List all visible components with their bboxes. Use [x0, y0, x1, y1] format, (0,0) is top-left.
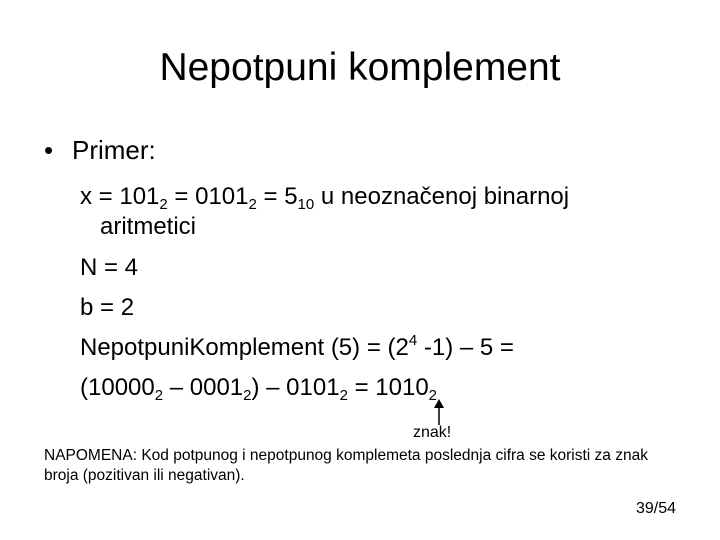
- example-line-complement: NepotpuniKomplement $(5) = (2^4$ -1) – 5 =: [80, 332, 514, 361]
- example-line-n: N = 4: [80, 254, 139, 281]
- example-line-result: $(10000_2 - 0001_2) - 0101_2 = 1010_2$: [80, 374, 438, 404]
- bullet-dot: •: [44, 135, 54, 165]
- sign-annotation: znak!: [413, 424, 452, 441]
- arrow-up-icon: [432, 399, 446, 425]
- example-line-x: $x = 101_2 = 0101_2 = 5_{10}$ u neoznačenoj binarnoj: [80, 183, 570, 213]
- example-line-continuation: aritmetici: [100, 213, 197, 240]
- bullet-label: Primer:: [72, 135, 156, 165]
- bullet-item: [44, 133, 156, 167]
- page-number: 39/54: [635, 500, 676, 517]
- example-line-b: b = 2: [80, 294, 135, 321]
- slide-title: Nepotpuni komplement: [159, 46, 561, 89]
- note-text: NAPOMENA: Kod potpunog i nepotpunog komplemeta poslednja cifra se koristi za znak broja (pozitivan ili negativan).: [44, 447, 648, 484]
